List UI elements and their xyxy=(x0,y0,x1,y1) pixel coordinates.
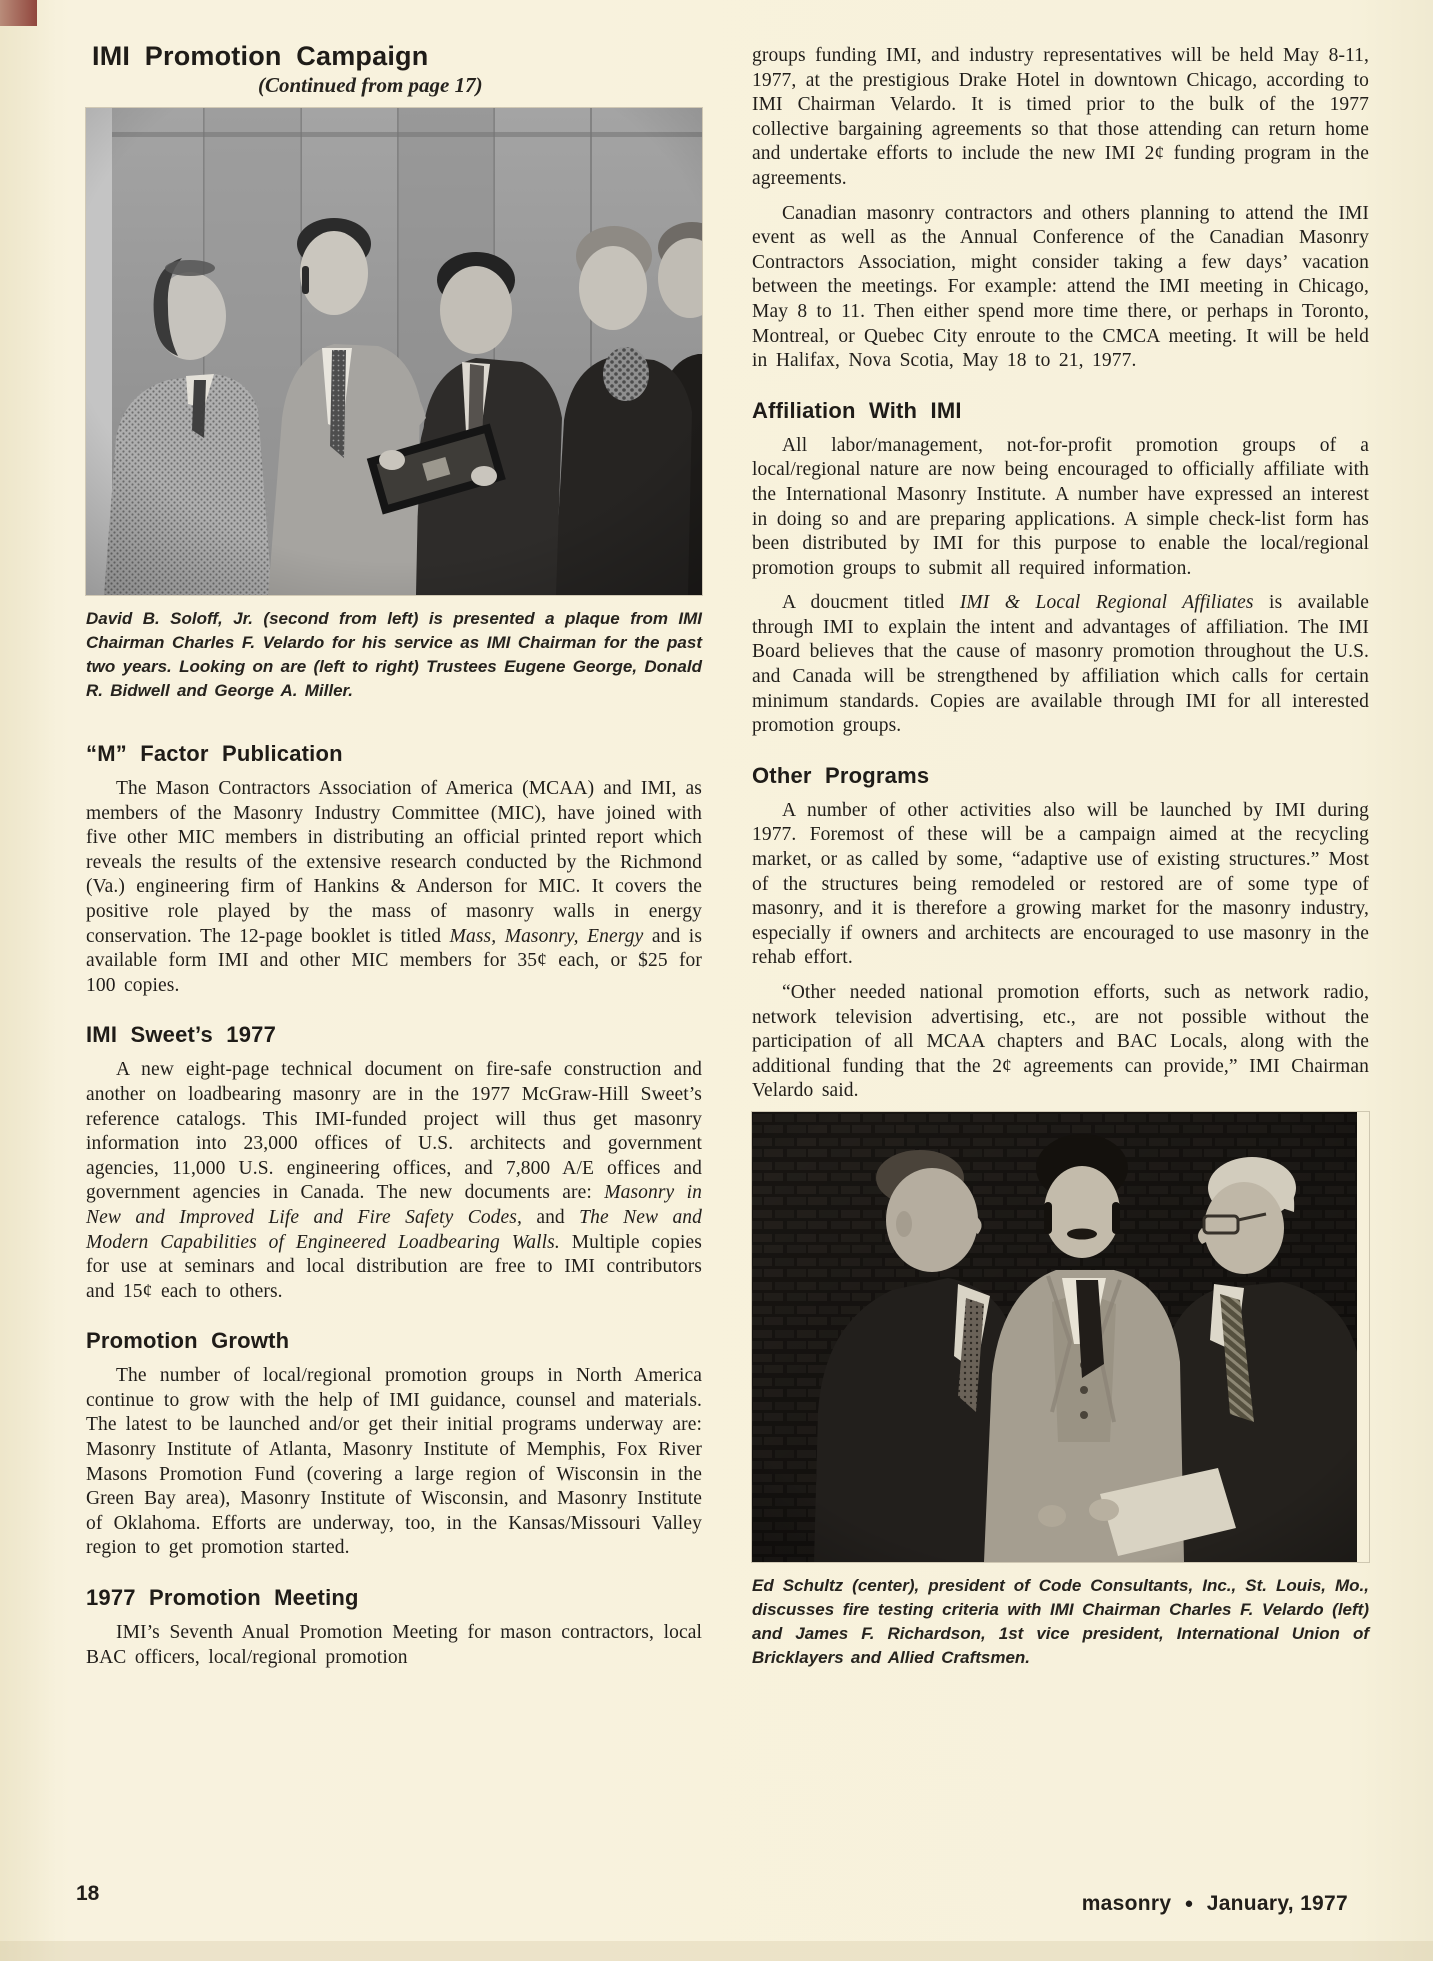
photo-plaque-presentation xyxy=(86,108,702,595)
photo-fire-testing-discussion-art xyxy=(752,1112,1357,1562)
paragraph-affiliation-2: A doucment titled IMI & Local Regional Affiliates is available through IMI to explain the intent and advantages of affiliation. The IMI Board believes that the cause of masonry promotion throughout the U.S. and Canada will be strengthened by affiliation which calls for certain minimum standards. Copies are available through IMI for all interested promotion groups. xyxy=(752,592,1369,737)
section-heading-other-programs: Other Programs xyxy=(752,762,930,788)
photo-caption-plaque: David B. Soloff, Jr. (second from left) is presented a plaque from IMI Chairman Charles F. Velardo for his service as IMI Chairman for the past two years. Looking on are (left to right) Trustees Eugene George, Donald R. Bidwell and George A. Miller. xyxy=(86,609,702,700)
section-heading-1977-promotion-meeting: 1977 Promotion Meeting xyxy=(86,1585,359,1611)
issue-date: January, 1977 xyxy=(1206,1892,1348,1915)
journal-name: masonry xyxy=(1081,1892,1172,1915)
left-column xyxy=(86,40,702,1670)
scan-edge-left xyxy=(0,0,55,1961)
photo-plaque-presentation-art xyxy=(86,108,702,595)
paragraph-promotion-growth: The number of local/regional promotion groups in North America continue to grow with the help of IMI guidance, counsel and materials. The latest to be launched and/or get their initial programs underway are: Masonry Institute of Atlanta, Masonry Institute of Memphis, Fox River Masons Promotion Fund (covering a large region of Wisconsin in the Green Bay area), Masonry Institute of Wisconsin, and Masonry Institute of Oklahoma. Efforts are underway, too, in the Kansas/Missouri Valley region to get promotion started. xyxy=(86,1365,702,1559)
right-column xyxy=(752,44,1369,1670)
paragraph-other-programs-2: “Other needed national promotion efforts, such as network radio, network television advertising, etc., are not possible without the participation of all MCAA chapters and BAC Locals, along with the additional funding that the 2¢ agreements can provide,” IMI Chairman Velardo said. xyxy=(752,982,1369,1102)
article-title: IMI Promotion Campaign xyxy=(92,41,429,71)
paragraph-m-factor: The Mason Contractors Association of America (MCAA) and IMI, as members of the Masonry Industry Committee (MIC), have joined with five other MIC members in distributing an official printed report which reveals the results of the extensive research conducted by the Richmond (Va.) engineering firm of Hankins & Anderson for MIC. It covers the positive role played by the mass of masonry walls in energy conservation. The 12-page booklet is titled Mass, Masonry, Energy and is available form IMI and other MIC members for 35¢ each, or $25 for 100 copies. xyxy=(86,778,703,996)
continued-note: (Continued from page 17) xyxy=(258,73,483,97)
photo-fire-testing-discussion xyxy=(752,1112,1369,1562)
paragraph-promotion-meeting: IMI’s Seventh Anual Promotion Meeting for mason contractors, local BAC officers, local/regional promotion xyxy=(86,1622,702,1668)
paragraph-sweets: A new eight-page technical document on fire-safe construction and another on loadbearing masonry are in the 1977 McGraw-Hill Sweet’s reference catalogs. This IMI-funded project will thus get masonry information into 23,000 offices of U.S. architects and government agencies, 11,000 U.S. engineering offices, and 7,800 A/E offices and government agencies in Canada. The new documents are: Masonry in New and Improved Life and Fire Safety Codes, and The New and Modern Capabilities of Engineered Loadbearing Walls. Multiple copies for use at seminars and local distribution are free to IMI contributors and 15¢ each to others. xyxy=(86,1059,702,1302)
paragraph-other-programs-1: A number of other activities also will be launched by IMI during 1977. Foremost of these will be a campaign aimed at the recycling market, or as called by some, “adaptive use of existing structures.” Most of the structures being remodeled or restored are of some type of masonry, and it is therefore a growing market for the masonry industry, especially if owners and architects are encouraged to use masonry in the rehab effort. xyxy=(752,799,1369,969)
section-heading-m-factor: “M” Factor Publication xyxy=(86,741,343,766)
section-heading-affiliation: Affiliation With IMI xyxy=(752,397,962,423)
paragraph-meeting-continued: groups funding IMI, and industry representatives will be held May 8-11, 1977, at the prestigious Drake Hotel in downtown Chicago, according to IMI Chairman Velardo. It is timed prior to the bulk of the 1977 collective bargaining agreements so that those attending can return home and undertake efforts to include the new IMI 2¢ funding program in the agreements. xyxy=(752,45,1369,189)
paragraph-canadian-contractors: Canadian masonry contractors and others planning to attend the IMI event as well as the Annual Conference of the Canadian Masonry Contractors Association, might consider taking a few days’ vacation between the meetings. For example: attend the IMI meeting in Chicago, May 8 to 11. Then either spend more time there, or perhaps in Toronto, Montreal, or Quebec City enroute to the CMCA meeting. It will be held in Halifax, Nova Scotia, May 18 to 21, 1977. xyxy=(752,202,1369,372)
page-number: 18 xyxy=(76,1882,100,1905)
paragraph-affiliation-1: All labor/management, not-for-profit promotion groups of a local/regional nature are now being encouraged to officially affiliate with the International Masonry Institute. A number have expressed an interest in doing so and are preparing applications. A simple check-list form has been distributed by IMI for this purpose to enable the local/regional promotion groups to submit all required information. xyxy=(752,434,1369,579)
photo-caption-fire-testing: Ed Schultz (center), president of Code Consultants, Inc., St. Louis, Mo., discusses fire testing criteria with IMI Chairman Charles F. Velardo (left) and James F. Richardson, 1st vice president, International Union of Bricklayers and Allied Craftsmen. xyxy=(752,1575,1369,1667)
journal-footer xyxy=(1082,1892,1348,1916)
section-heading-sweets: IMI Sweet’s 1977 xyxy=(86,1022,277,1048)
footer-bullet: ● xyxy=(1184,1895,1194,1912)
scan-edge-bottom xyxy=(0,1941,1433,1961)
section-heading-promotion-growth: Promotion Growth xyxy=(86,1328,290,1354)
scan-corner-mark xyxy=(0,0,37,26)
